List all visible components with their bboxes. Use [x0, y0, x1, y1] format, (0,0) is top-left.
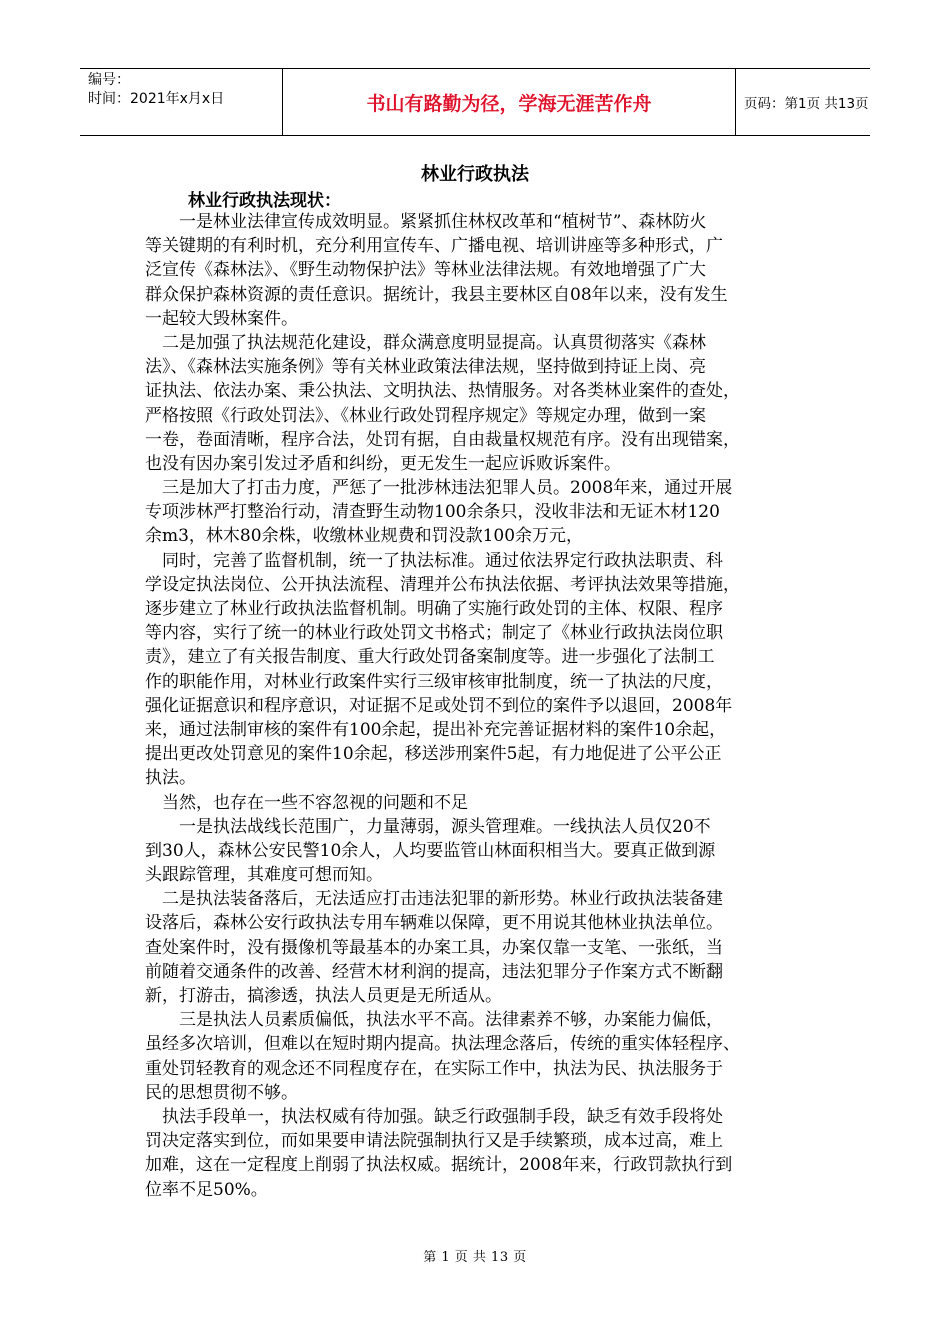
text-line: 证执法、依法办案、秉公执法、文明执法、热情服务。对各类林业案件的查处，	[145, 381, 740, 402]
text-line: 法》、《森林法实施条例》等有关林业政策法律法规，坚持做到持证上岗、亮	[145, 357, 706, 378]
text-line: 强化证据意识和程序意识，对证据不足或处罚不到位的案件予以退回，2008年	[145, 695, 733, 716]
header-meta	[80, 69, 282, 135]
text-line: 头跟踪管理，其难度可想而知。	[145, 865, 383, 886]
text-line: 也没有因办案引发过矛盾和纠纷，更无发生一起应诉败诉案件。	[145, 453, 621, 474]
text-line: 专项涉林严打整治行动，清查野生动物100余条只，没收非法和无证木材120	[145, 502, 720, 523]
text-line: 执法。	[145, 768, 196, 789]
text-line: 余m3，林木80余株，收缴林业规费和罚没款100余万元，	[145, 526, 584, 547]
text-line: 等内容，实行了统一的林业行政处罚文书格式；制定了《林业行政执法岗位职	[145, 623, 723, 644]
text-line: 群众保护森林资源的责任意识。据统计，我县主要林区自08年以来，没有发生	[145, 284, 728, 305]
text-line: 当然，也存在一些不容忽视的问题和不足	[145, 792, 468, 813]
text-line: 设落后，森林公安行政执法专用车辆难以保障，更不用说其他林业执法单位。	[145, 913, 723, 934]
text-line: 到30人，森林公安民警10余人，人均要监管山林面积相当大。要真正做到源	[145, 840, 716, 861]
text-line: 泛宣传《森林法》、《野生动物保护法》等林业法律法规。有效地增强了广大	[145, 260, 706, 281]
text-line: 虽经多次培训，但难以在短时期内提高。执法理念落后，传统的重实体轻程序、	[145, 1034, 740, 1055]
page-footer: 第 1 页 共 13 页	[423, 1250, 527, 1265]
text-line: 新，打游击，搞渗透，执法人员更是无所适从。	[145, 986, 502, 1006]
text-line: 严格按照《行政处罚法》、《林业行政处罚程序规定》等规定办理，做到一案	[145, 405, 706, 426]
header-motto: 书山有路勤为径，学海无涯苦作舟	[282, 69, 736, 135]
text-line: 民的思想贯彻不够。	[145, 1082, 298, 1103]
text-line: 学设定执法岗位、公开执法流程、清理并公布执法依据、考评执法效果等措施，	[145, 574, 740, 595]
text-line: 三是加大了打击力度，严惩了一批涉林违法犯罪人员。2008年来，通过开展	[145, 478, 733, 499]
document-title: 林业行政执法	[421, 164, 529, 185]
text-line: 罚决定落实到位，而如果要申请法院强制执行又是手续繁琐，成本过高，难上	[145, 1131, 723, 1152]
section-heading: 林业行政执法现状：	[188, 191, 341, 211]
text-line: 前随着交通条件的改善、经营木材利润的提高，违法犯罪分子作案方式不断翻	[145, 961, 723, 982]
text-line: 二是执法装备落后，无法适应打击违法犯罪的新形势。林业行政执法装备建	[145, 889, 723, 910]
text-line: 一是林业法律宣传成效明显。紧紧抓住林权改革和“植树节”、森林防火	[145, 212, 707, 232]
text-line: 一起较大毁林案件。	[145, 308, 298, 329]
body-text	[145, 210, 810, 1202]
text-line: 重处罚轻教育的观念还不同程度存在，在实际工作中，执法为民、执法服务于	[145, 1058, 723, 1079]
header-page-info: 页码：第1页 共13页	[744, 96, 869, 112]
text-line: 一卷，卷面清晰，程序合法，处罚有据，自由裁量权规范有序。没有出现错案，	[145, 429, 740, 450]
text-line: 逐步建立了林业行政执法监督机制。明确了实施行政处罚的主体、权限、程序	[145, 599, 723, 619]
text-line: 作的职能作用，对林业行政案件实行三级审核审批制度，统一了执法的尺度，	[145, 671, 723, 692]
text-line: 来，通过法制审核的案件有100余起，提出补充完善证据材料的案件10余起，	[145, 719, 727, 740]
text-line: 二是加强了执法规范化建设，群众满意度明显提高。认真贯彻落实《森林	[145, 332, 706, 353]
time-label: 时间：2021年x月x日	[88, 91, 225, 107]
page-header	[80, 68, 870, 136]
text-line: 执法手段单一，执法权威有待加强。缺乏行政强制手段，缺乏有效手段将处	[145, 1106, 723, 1127]
text-line: 同时，完善了监督机制，统一了执法标准。通过依法界定行政执法职责、科	[145, 550, 723, 571]
text-line: 三是执法人员素质偏低，执法水平不高。法律素养不够，办案能力偏低，	[145, 1010, 723, 1031]
text-line: 位率不足50%。	[145, 1179, 268, 1200]
text-line: 等关键期的有利时机，充分利用宣传车、广播电视、培训讲座等多种形式，广	[145, 236, 723, 257]
text-line: 加难，这在一定程度上削弱了执法权威。据统计，2008年来，行政罚款执行到	[145, 1155, 733, 1176]
text-line: 一是执法战线长范围广，力量薄弱，源头管理难。一线执法人员仅20不	[145, 816, 711, 837]
text-line: 查处案件时，没有摄像机等最基本的办案工具，办案仅靠一支笔、一张纸，当	[145, 937, 723, 958]
text-line: 责》，建立了有关报告制度、重大行政处罚备案制度等。进一步强化了法制工	[145, 647, 715, 668]
text-line: 提出更改处罚意见的案件10余起，移送涉刑案件5起，有力地促进了公平公正	[145, 744, 722, 765]
number-label: 编号：	[88, 72, 130, 88]
